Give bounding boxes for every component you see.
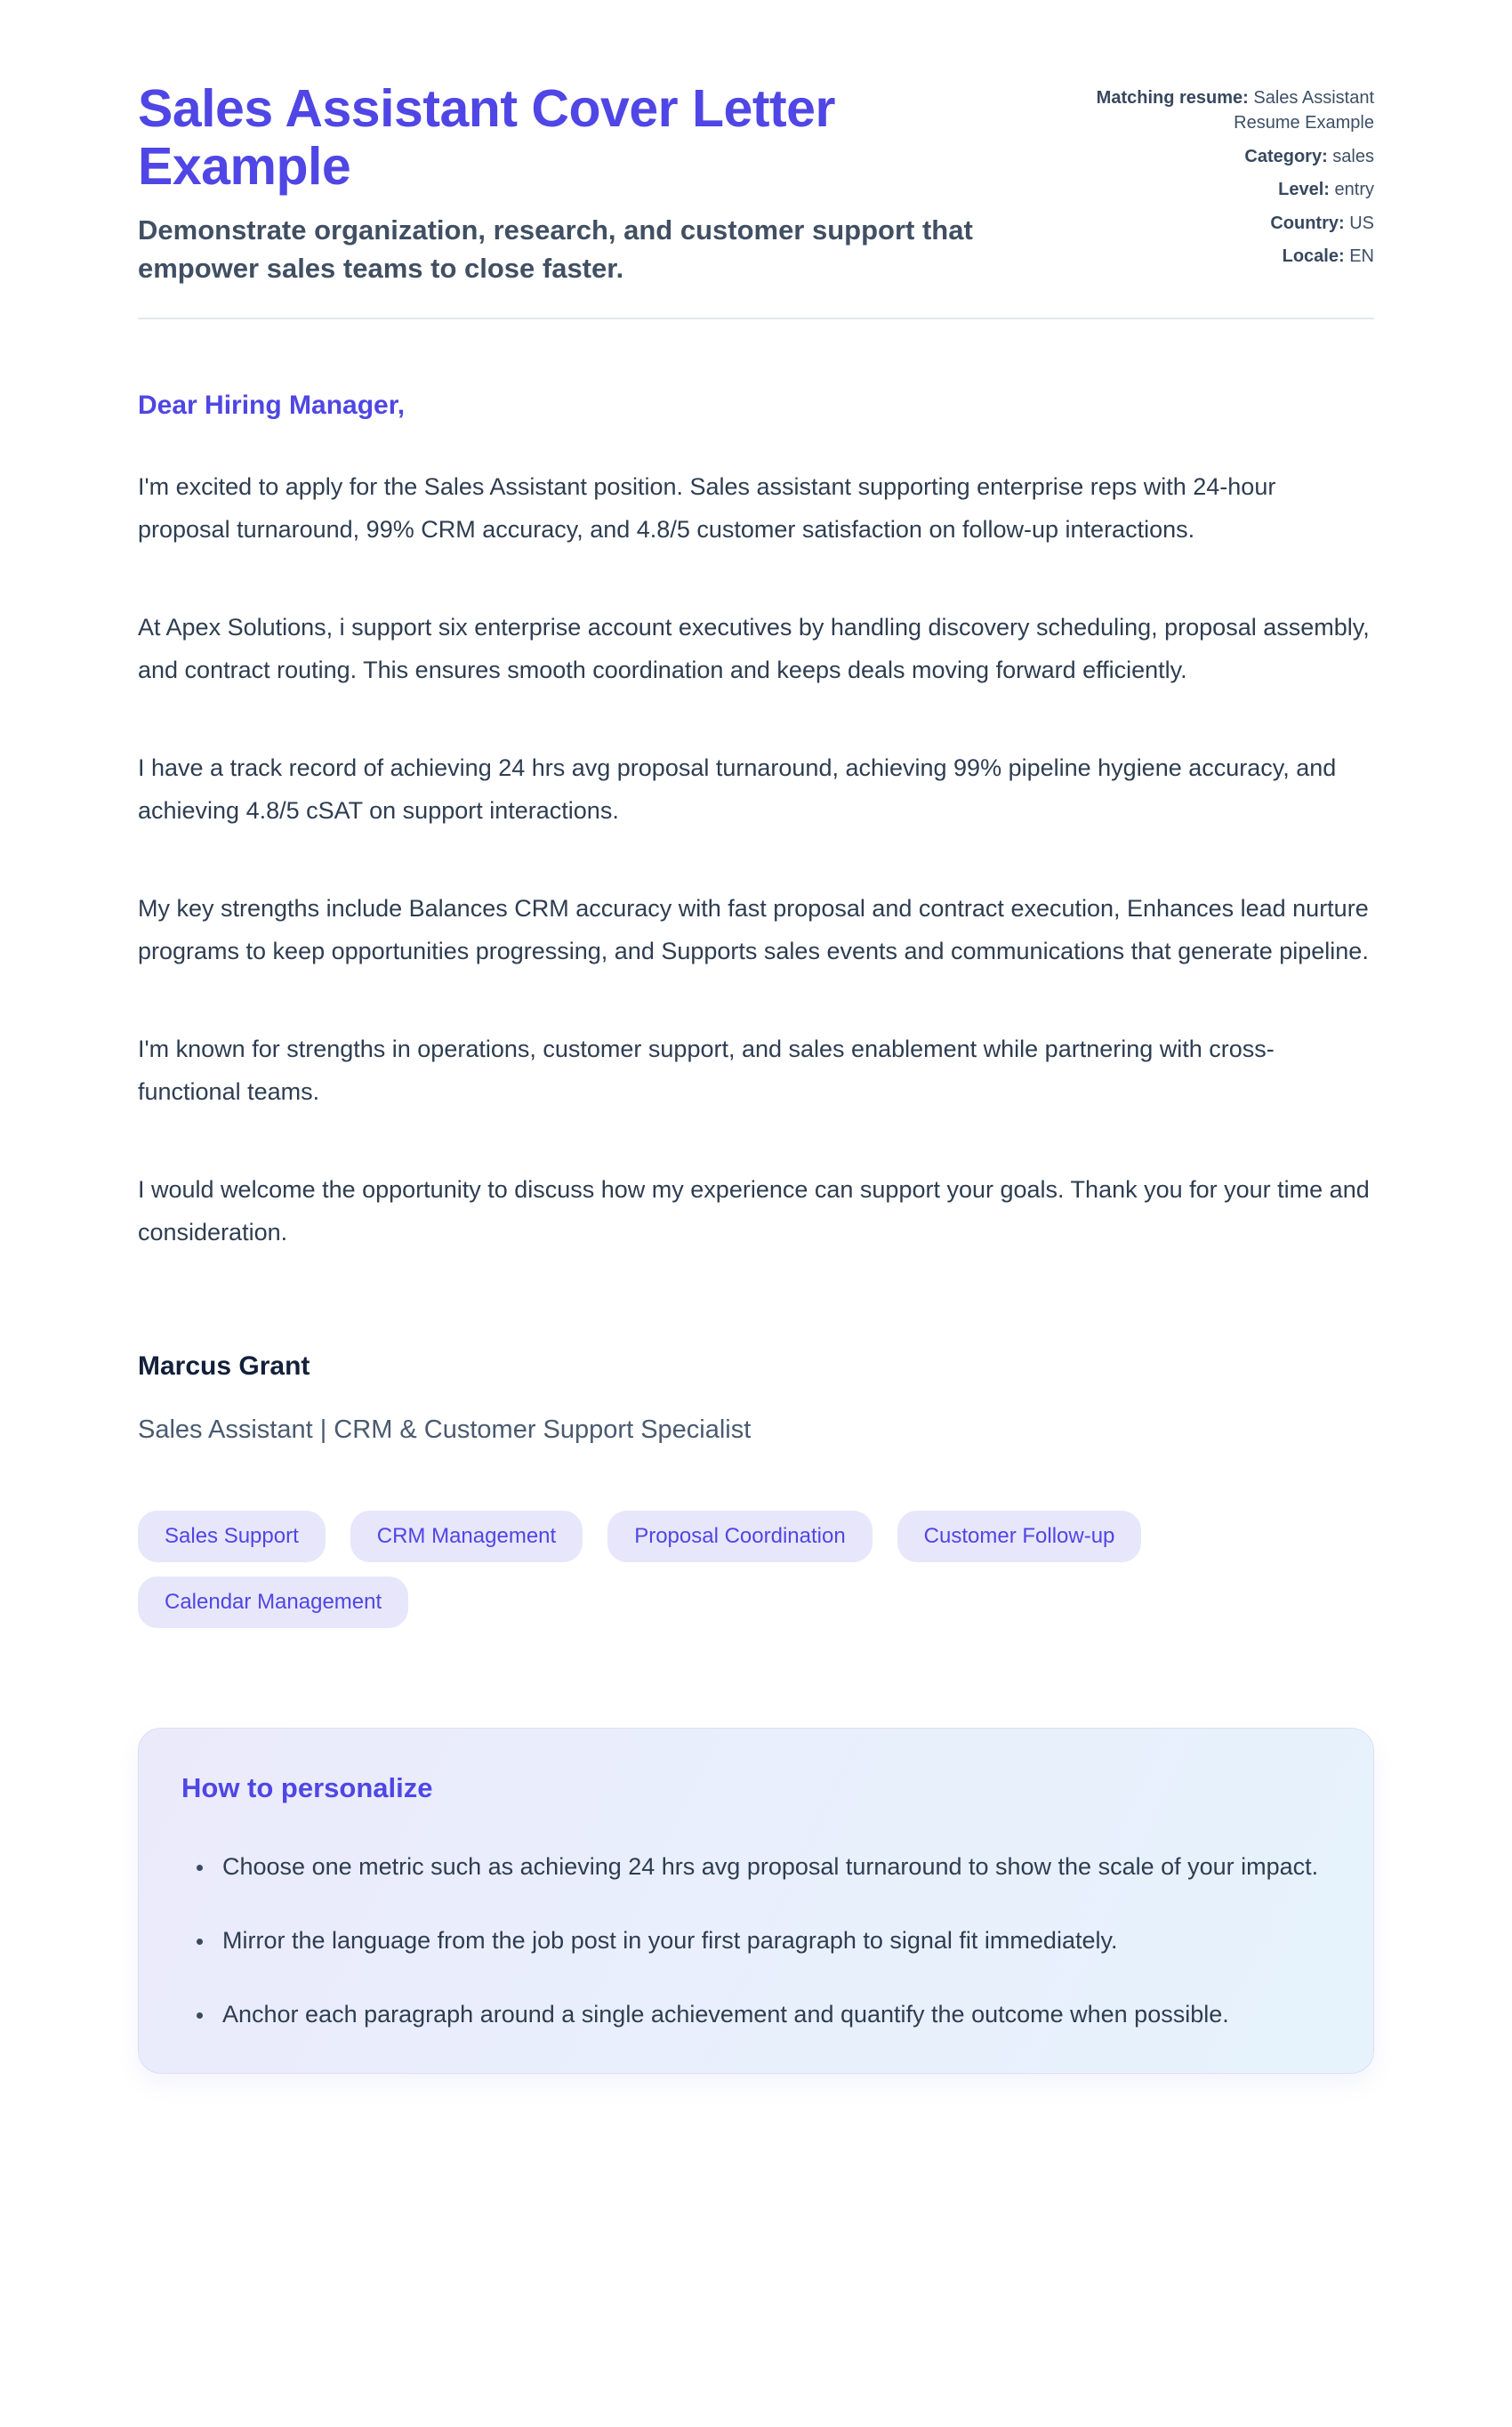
meta-value: US (1349, 213, 1374, 233)
header-title-block (138, 80, 1033, 287)
meta-row (1076, 177, 1374, 202)
letter-paragraph: I'm known for strengths in operations, customer support, and sales enablement while partnering with cross-functional teams. (138, 1036, 1275, 1106)
meta-row (1076, 244, 1374, 269)
meta-panel (1076, 80, 1374, 287)
tags-list (138, 1511, 1250, 1628)
meta-label: Locale: (1282, 246, 1345, 266)
callout-title: How to personalize (181, 1771, 433, 1803)
callout-bullet-item: • Choose one metric such as achieving 24 hrs avg proposal turnaround to show the scale of your impact. (215, 1846, 1331, 1888)
tag-pill[interactable]: Proposal Coordination (607, 1511, 872, 1562)
meta-row (1076, 211, 1374, 236)
callout-bullet-list (181, 1846, 1331, 2036)
letter-greeting: Dear Hiring Manager, (138, 391, 406, 421)
signature-name: Marcus Grant (138, 1351, 310, 1382)
tag-pill[interactable]: Sales Support (138, 1511, 326, 1562)
tag-pill[interactable]: Customer Follow-up (897, 1511, 1142, 1562)
meta-row (1076, 85, 1374, 136)
meta-value: sales (1332, 146, 1374, 166)
tag-pill[interactable]: Calendar Management (138, 1576, 408, 1628)
page-title: Sales Assistant Cover Letter Example (138, 79, 835, 196)
meta-label: Level: (1278, 180, 1330, 200)
signature-role: Sales Assistant | CRM & Customer Support Specialist (138, 1415, 752, 1445)
meta-label: Matching resume: (1096, 88, 1249, 108)
letter-paragraphs (138, 465, 1374, 1254)
personalize-callout (138, 1728, 1374, 2074)
letter-paragraph: I'm excited to apply for the Sales Assistant position. Sales assistant supporting enterprise reps with 24-hour proposal turnaround, 99% CRM accuracy, and 4.8/5 customer satisfaction on follow-up interactions. (138, 473, 1276, 544)
letter-paragraph: My key strengths include Balances CRM accuracy with fast proposal and contract execution, Enhances lead nurture programs to keep opportunities progressing, and Supports sales events and communications that generate pipeline. (138, 895, 1369, 965)
meta-value: Sales Assistant Resume Example (1234, 88, 1374, 133)
header-divider (138, 318, 1374, 319)
meta-value: EN (1349, 246, 1374, 266)
page-subtitle: Demonstrate organization, research, and customer support that empower sales teams to close faster. (138, 214, 973, 284)
meta-label: Country: (1270, 213, 1345, 233)
letter-paragraph: At Apex Solutions, i support six enterprise account executives by handling discovery scheduling, proposal assembly, and contract routing. This ensures smooth coordination and keeps deals moving forward efficiently. (138, 614, 1370, 684)
callout-bullet-item: • Anchor each paragraph around a single achievement and quantify the outcome when possible. (215, 1994, 1331, 2036)
page-header (138, 80, 1374, 287)
meta-label: Category: (1244, 146, 1328, 166)
letter-paragraph: I would welcome the opportunity to discuss how my experience can support your goals. Thank you for your time and consideration. (138, 1176, 1370, 1246)
letter-paragraph: I have a track record of achieving 24 hrs avg proposal turnaround, achieving 99% pipeline hygiene accuracy, and achieving 4.8/5 cSAT on support interactions. (138, 754, 1337, 825)
letter-body (138, 387, 1374, 1448)
tag-pill[interactable]: CRM Management (350, 1511, 583, 1562)
meta-row (1076, 144, 1374, 169)
meta-value: entry (1334, 180, 1374, 200)
callout-bullet-item: • Mirror the language from the job post in your first paragraph to signal fit immediately. (215, 1920, 1331, 1962)
